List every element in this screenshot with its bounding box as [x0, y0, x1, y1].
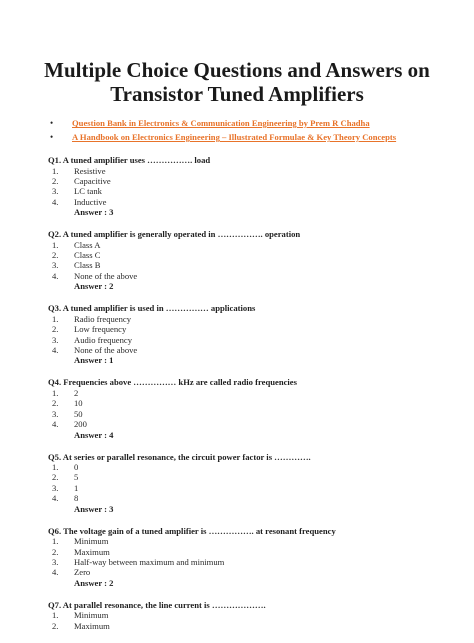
title-line-1: Multiple Choice Questions and Answers on [44, 58, 430, 82]
option-text: 2 [74, 387, 79, 398]
option-text: Inductive [74, 196, 107, 207]
answer-text: Answer : 2 [74, 281, 114, 292]
question-block [48, 452, 458, 515]
option-text: Resistive [74, 165, 106, 176]
option-item [48, 547, 458, 557]
option-text: 8 [74, 493, 79, 504]
question-block [48, 229, 458, 292]
question-text: Q3. A tuned amplifier is used in …………… applications [48, 303, 256, 314]
answer-text: Answer : 1 [74, 355, 114, 366]
option-text: Zero [74, 567, 91, 578]
option-item [48, 462, 458, 472]
option-item [48, 324, 458, 334]
option-number: 2. [52, 250, 59, 261]
questions-list [48, 155, 458, 643]
options-list [48, 536, 458, 578]
option-text: Class B [74, 260, 101, 271]
title-line-2: Transistor Tuned Amplifiers [110, 82, 364, 106]
question-block [48, 377, 458, 440]
option-number: 4. [52, 344, 59, 355]
option-text: 50 [74, 408, 83, 419]
option-item [48, 409, 458, 419]
option-number: 3. [52, 186, 59, 197]
option-item [48, 621, 458, 631]
option-text: 10 [74, 398, 83, 409]
option-item [48, 271, 458, 281]
option-number: 4. [52, 196, 59, 207]
options-list [48, 610, 458, 631]
option-item [48, 314, 458, 324]
question-block [48, 600, 458, 631]
options-list [48, 166, 458, 208]
option-number: 1. [52, 313, 59, 324]
option-text: Audio frequency [74, 334, 132, 345]
option-text: None of the above [74, 344, 138, 355]
answer-text: Answer : 4 [74, 429, 114, 440]
question-text: Q4. Frequencies above …………… kHz are called radio frequencies [48, 377, 297, 388]
option-item [48, 250, 458, 260]
option-text: Maximum [74, 620, 110, 631]
answer-text: Answer : 3 [74, 207, 114, 218]
answer-text: Answer : 2 [74, 577, 114, 588]
option-text: Maximum [74, 546, 110, 557]
option-number: 1. [52, 165, 59, 176]
link-handbook[interactable] [48, 130, 458, 144]
option-text: Minimum [74, 610, 109, 621]
question-text: Q2. A tuned amplifier is generally operated in ……………. operation [48, 229, 301, 240]
question-text: Q6. The voltage gain of a tuned amplifier is ……………. at resonant frequency [48, 525, 336, 536]
question-block [48, 526, 458, 589]
option-text: 200 [74, 419, 87, 430]
option-text: Radio frequency [74, 313, 132, 324]
option-number: 2. [52, 472, 59, 483]
option-text: 1 [74, 482, 79, 493]
option-number: 1. [52, 387, 59, 398]
option-number: 4. [52, 270, 59, 281]
bullet-glyph: • [50, 118, 54, 128]
option-number: 3. [52, 556, 59, 567]
option-text: Half-way between maximum and minimum [74, 556, 225, 567]
option-number: 4. [52, 567, 59, 578]
option-item [48, 419, 458, 429]
option-item [48, 610, 458, 620]
option-item [48, 398, 458, 408]
option-number: 3. [52, 260, 59, 271]
option-number: 1. [52, 462, 59, 472]
options-list [48, 462, 458, 504]
option-item [48, 166, 458, 176]
option-number: 3. [52, 408, 59, 419]
option-number: 1. [52, 239, 59, 250]
link-label[interactable]: Question Bank in Electronics & Communication Engineering by Prem R Chadha [72, 118, 370, 128]
option-item [48, 176, 458, 186]
page-title [0, 58, 474, 106]
option-text: LC tank [74, 186, 102, 197]
option-number: 1. [52, 536, 59, 547]
option-text: 0 [74, 462, 79, 472]
option-item [48, 335, 458, 345]
option-text: Capacitive [74, 175, 111, 186]
question-text: Q1. A tuned amplifier uses ……………. load [48, 155, 211, 165]
option-number: 4. [52, 493, 59, 504]
options-list [48, 388, 458, 430]
option-item [48, 472, 458, 482]
option-item [48, 240, 458, 250]
bullet-glyph: • [50, 132, 54, 142]
option-item [48, 388, 458, 398]
option-number: 1. [52, 610, 59, 621]
option-text: Class A [74, 239, 101, 250]
options-list [48, 314, 458, 356]
option-text: None of the above [74, 270, 138, 281]
option-item [48, 483, 458, 493]
question-block [48, 155, 458, 218]
option-number: 4. [52, 419, 59, 430]
question-text: Q5. At series or parallel resonance, the circuit power factor is …………. [48, 451, 311, 462]
option-item [48, 260, 458, 270]
options-list [48, 240, 458, 282]
question-block [48, 303, 458, 366]
option-item [48, 557, 458, 567]
answer-text: Answer : 3 [74, 503, 114, 514]
option-number: 2. [52, 398, 59, 409]
link-question-bank[interactable] [48, 116, 458, 130]
option-text: Class C [74, 250, 101, 261]
option-item [48, 493, 458, 503]
link-label[interactable]: A Handbook on Electronics Engineering – Illustrated Formulae & Key Theory Concepts [72, 132, 397, 142]
option-item [48, 567, 458, 577]
option-number: 2. [52, 546, 59, 557]
option-number: 2. [52, 175, 59, 186]
option-item [48, 197, 458, 207]
option-text: 5 [74, 472, 79, 483]
option-item [48, 345, 458, 355]
question-text: Q7. At parallel resonance, the line current is ………………. [48, 599, 266, 610]
option-number: 2. [52, 324, 59, 335]
option-item [48, 536, 458, 546]
related-links-list [48, 116, 458, 144]
option-text: Low frequency [74, 324, 127, 335]
option-number: 3. [52, 482, 59, 493]
option-number: 2. [52, 620, 59, 631]
option-text: Minimum [74, 536, 109, 547]
option-item [48, 186, 458, 196]
option-number: 3. [52, 334, 59, 345]
